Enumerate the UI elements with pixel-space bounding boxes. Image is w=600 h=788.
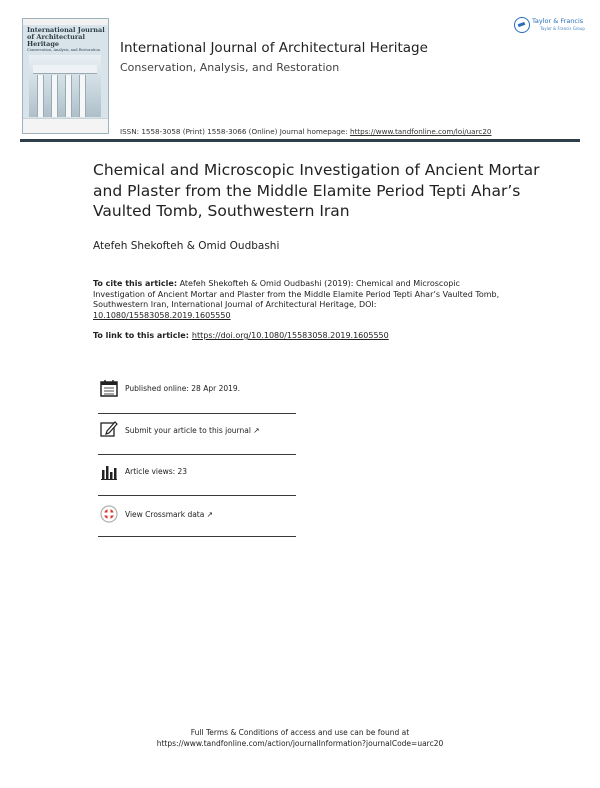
submit-article-link[interactable]: Submit your article to this journal ↗ — [125, 426, 260, 435]
published-online-label: Published online: 28 Apr 2019. — [125, 384, 241, 393]
crossmark-link[interactable]: View Crossmark data ↗ — [125, 510, 214, 519]
footer-terms-link[interactable]: https://www.tandfonline.com/action/journalInformation?journalCode=uarc20 — [156, 739, 444, 748]
article-title: Chemical and Microscopic Investigation of Ancient Mortar and Plaster from the Middle Elamite Period Tepti Ahar’s Vaulted Tomb, Southwestern Iran — [93, 161, 540, 220]
crossmark-row[interactable] — [98, 496, 296, 537]
cover-image — [29, 55, 101, 117]
cover-subtitle: Conservation, Analysis, and Restoration — [27, 48, 100, 52]
article-views-label: Article views: 23 — [125, 467, 188, 476]
article-info-list — [98, 373, 296, 537]
article-views-row — [98, 455, 296, 496]
journal-cover — [22, 18, 109, 134]
footer — [0, 727, 600, 749]
external-link-icon: ↗ — [206, 510, 214, 519]
journal-homepage-link[interactable]: https://www.tandfonline.com/loi/uarc20 — [349, 127, 492, 136]
edit-icon — [100, 420, 118, 438]
article-authors: Atefeh Shekofteh & Omid Oudbashi — [93, 240, 280, 252]
issn-line: ISSN: 1558-3058 (Print) 1558-3066 (Online) Journal homepage: https://www.tandfonline.com/loi/uarc20 — [120, 127, 492, 136]
citation: To cite this article: Atefeh Shekofteh & Omid Oudbashi (2019): Chemical and Microscopic Investigation of Ancient Mortar and Plaster from the Middle Elamite Period Tepti Ahar’s Vaulted Tomb, Southwestern Iran, International Journal of Architectural Heritage, DOI: 10.1080/15583058.2019.1605550 — [93, 279, 500, 320]
journal-title: International Journal of Architectural Heritage — [120, 40, 428, 56]
crossmark-icon — [100, 505, 118, 523]
bar-chart-icon — [100, 463, 118, 481]
calendar-icon — [100, 379, 118, 397]
header-divider — [20, 139, 580, 142]
published-online-row — [98, 373, 296, 414]
external-link-icon: ↗ — [253, 426, 260, 435]
journal-subtitle: Conservation, Analysis, and Restoration — [120, 61, 340, 74]
footer-line-1: Full Terms & Conditions of access and use can be found at — [190, 728, 410, 737]
article-doi-link[interactable]: https://doi.org/10.1080/15583058.2019.1605550 — [191, 331, 389, 340]
article-link: To link to this article: https://doi.org/10.1080/15583058.2019.1605550 — [93, 331, 389, 340]
logo-icon — [514, 17, 530, 33]
citation-doi-link[interactable]: 10.1080/15583058.2019.1605550 — [93, 310, 231, 320]
submit-article-row[interactable] — [98, 414, 296, 455]
cover-title: International Journal of Architectural Heritage — [27, 26, 105, 48]
publisher-logo: Taylor & Francis Taylor & Francis Group — [514, 15, 584, 37]
citation-label: To cite this article: — [93, 279, 178, 288]
